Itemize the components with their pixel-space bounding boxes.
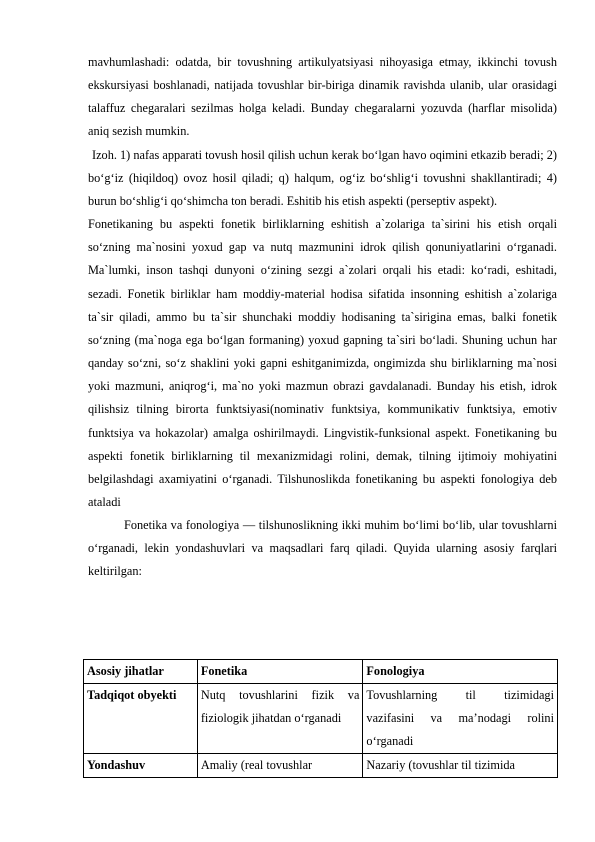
body-text <box>88 51 557 584</box>
header-cell: Fonologiya <box>363 660 558 684</box>
table-cell: Nutq tovushlarini fizik va fiziologik jihatdan o‘rganadi <box>197 684 363 754</box>
paragraph-4: Fonetika va fonologiya — tilshunoslikning ikki muhim bo‘limi bo‘lib, ular tovushlarni o‘rganadi, lekin yondashuvlari va maqsadlari farq qiladi. Quyida ularning asosiy farqlari keltirilgan: <box>88 518 557 579</box>
header-cell: Asosiy jihatlar <box>84 660 198 684</box>
table-cell: Nazariy (tovushlar til tizimida <box>363 754 558 778</box>
table-row <box>84 684 558 754</box>
header-cell: Fonetika <box>197 660 363 684</box>
paragraph-3: Fonetikaning bu aspekti fonetik birliklarning eshitish a`zolariga ta`sirini his etish orqali so‘zning ma`nosini yoxud gap va nutq mazmunini idrok qilish qonuniyatlarini o‘rganadi. Ma`lumki, inson tashqi dunyoni o‘zining sezgi a`zolari orqali his etadi: ko‘radi, eshitadi, sezadi. Fonetik birliklar ham moddiy-material hodisa sifatida insonning eshitish a`zolariga ta`sir qiladi, ammo bu ta`sir shunchaki moddiy hodisaning ta`sirigina emas, balki fonetik so‘zning (ma`noga ega bo‘lgan formaning) yoxud gapning ta`siri bo‘ladi. Shuning uchun har qanday so‘zni, so‘z shaklini yoki gapni eshitganimizda, ongimizda shu birliklarning ma`nosi yoki mazmuni, aniqrog‘i, ma`no yoki mazmun obrazi gavdalanadi. Bunday his etish, idrok qilishsiz tilning birorta funktsiyasi(nominativ funktsiya, kommunikativ funktsiya, emotiv funktsiya va hokazolar) amalga oshirilmaydi. Lingvistik-funksional aspekt. Fonetikaning bu aspekti fonetik birliklarning til mexanizmidagi rolini, demak, tilning ijtimoiy mohiyatini belgilashdagi axamiyatini o‘rganadi. Tilshunoslikda fonetikaning bu aspekti fonologiya deb ataladi <box>88 217 557 509</box>
table-cell: Tadqiqot obyekti <box>84 684 198 754</box>
paragraph-2: Izoh. 1) nafas apparati tovush hosil qilish uchun kerak bo‘lgan havo oqimini etkazib beradi; 2) bo‘g‘iz (hiqildoq) ovoz hosil qiladi; q) halqum, og‘iz bo‘shlig‘i tovushni shakllantiradi; 4) burun bo‘shlig‘i qo‘shimcha ton beradi. Eshitib his etish aspekti (perseptiv aspekt). <box>88 147 557 208</box>
table-header-row <box>84 660 558 684</box>
paragraph-1: mavhumlashadi: odatda, bir tovushning artikulyatsiyasi nihoyasiga etmay, ikkinchi tovush ekskursiyasi boshlanadi, natijada tovushlar bir-biriga dinamik ravishda ulanib, ular orasidagi talaffuz chegaralari sezilmas holga keladi. Bunday chegaralarni yozuvda (harflar misolida) aniq sezish mumkin. <box>88 55 557 139</box>
comparison-table <box>83 659 558 778</box>
table-row <box>84 754 558 778</box>
table-cell: Amaliy (real tovushlar <box>197 754 363 778</box>
table-cell: Tovushlarning til tizimidagi vazifasini va ma’nodagi rolini o‘rganadi <box>363 684 558 754</box>
table-cell: Yondashuv <box>84 754 198 778</box>
